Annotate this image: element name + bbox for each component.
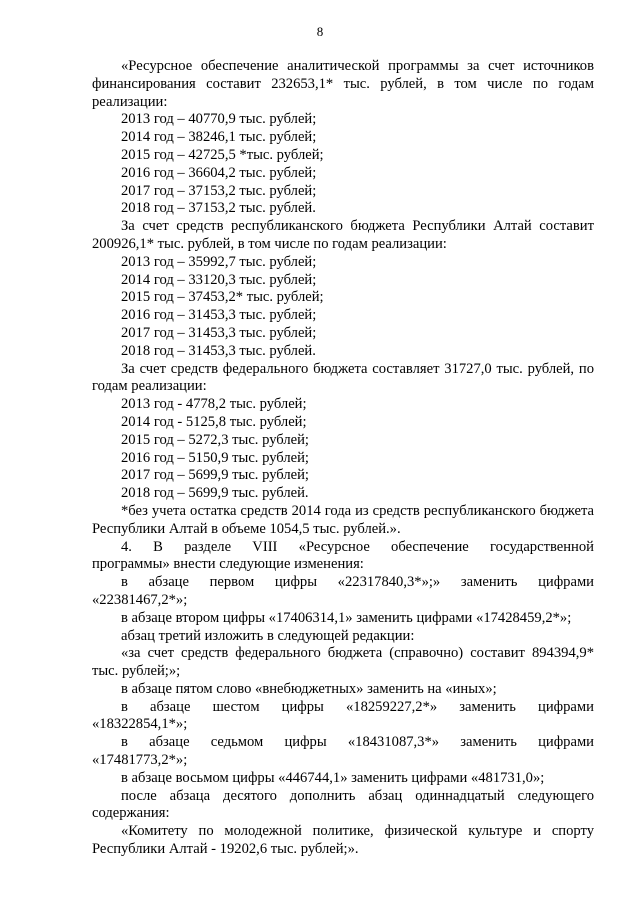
item4-change-4: в абзаце пятом слово «внебюджетных» заменить на «иных»; [121,680,497,697]
item4-word: седьмом [210,734,264,751]
item4-word: 4. [121,538,132,555]
item4-word: цифрами [538,734,594,751]
item4-change-1 [92,574,594,592]
item4-word: цифры [281,698,324,715]
item4-change-1-cont: «22381467,2*»; [92,591,188,608]
block3-year: 2014 год - 5125,8 тыс. рублей; [121,413,307,430]
block2-year: 2016 год – 31453,3 тыс. рублей; [121,307,317,324]
item4-word: абзаце [150,698,191,715]
item4-word: абзаце [148,574,189,591]
block2-year: 2014 год – 33120,3 тыс. рублей; [121,271,317,288]
footnote: *без учета остатка средств 2014 года из средств республиканского бюджета Республики Алтай в объеме 1054,5 тыс. рублей.». [92,502,594,537]
item4-word: обеспечение [391,538,469,555]
block2-year: 2015 год – 37453,2* тыс. рублей; [121,289,324,306]
block3-year: 2015 год – 5272,3 тыс. рублей; [121,431,309,448]
item4-word: в [121,698,128,715]
block3-year: 2016 год – 5150,9 тыс. рублей; [121,449,309,466]
block3-year: 2013 год - 4778,2 тыс. рублей; [121,396,307,413]
item4-word: в [121,574,128,591]
block1-year: 2018 год – 37153,2 тыс. рублей. [121,200,316,217]
item4-change-6 [92,734,594,752]
item4-word: шестом [212,698,260,715]
item4-word: заменить [459,698,516,715]
item4-word: «22317840,3*»;» [337,574,441,591]
item4-word: заменить [460,734,517,751]
block1-year: 2017 год – 37153,2 тыс. рублей; [121,182,317,199]
block1-year: 2015 год – 42725,5 *тыс. рублей; [121,146,324,163]
block1-year: 2016 год – 36604,2 тыс. рублей; [121,164,317,181]
item4-word: VIII [252,538,278,555]
item4-change-2: в абзаце втором цифры «17406314,1» заменить цифрами «17428459,2*»; [121,609,572,626]
item4-word: цифры [284,734,327,751]
block3-year: 2018 год – 5699,9 тыс. рублей. [121,485,309,502]
item4-change-6-cont: «17481773,2*»; [92,752,188,769]
item4-heading [92,539,594,557]
item4-new-paragraph: «Комитету по молодежной политике, физической культуре и спорту Республики Алтай - 19202,6 тыс. рублей;». [92,823,594,858]
item4-change-7: в абзаце восьмом цифры «446744,1» заменить цифрами «481731,0»; [121,769,545,786]
page-number: 8 [316,24,324,39]
block2-year: 2013 год – 35992,7 тыс. рублей; [121,253,317,270]
item4-word: «18259227,2*» [345,698,438,715]
item4-heading-cont: программы» внести следующие изменения: [92,556,364,573]
block2-year: 2017 год – 31453,3 тыс. рублей; [121,324,317,341]
item4-word: заменить [460,574,518,591]
block3-year: 2017 год – 5699,9 тыс. рублей; [121,467,309,484]
item4-word: разделе [184,538,232,555]
item4-word: абзаце [149,734,190,751]
document-body [92,58,594,859]
item4-word: государственной [489,538,594,555]
block1-year: 2013 год – 40770,9 тыс. рублей; [121,111,317,128]
item4-word: в [121,734,128,751]
item4-word: цифрами [538,574,594,591]
item4-word: «Ресурсное [298,538,370,555]
item4-word: В [153,538,163,555]
item4-change-5 [92,699,594,717]
item4-word: цифрами [538,698,594,715]
item4-word: первом [209,574,255,591]
item4-word: «18431087,3*» [347,734,440,751]
block1-year: 2014 год – 38246,1 тыс. рублей; [121,129,317,146]
item4-change-8: после абзаца десятого дополнить абзац одиннадцатый следующего содержания: [92,787,594,822]
item4-change-3: абзац третий изложить в следующей редакции: [121,627,415,644]
block3-intro: За счет средств федерального бюджета составляет 31727,0 тыс. рублей, по годам реализации: [92,360,594,395]
block2-intro: За счет средств республиканского бюджета Республики Алтай составит 200926,1* тыс. рублей, в том числе по годам реализации: [92,218,594,252]
block2-year: 2018 год – 31453,3 тыс. рублей. [121,342,316,359]
item4-change-5-cont: «18322854,1*»; [92,716,188,733]
block1-intro: «Ресурсное обеспечение аналитической программы за счет источников финансирования составит 232653,1* тыс. рублей, в том числе по годам реализации: [92,58,594,110]
item4-word: цифры [274,574,318,591]
item4-new-text: «за счет средств федерального бюджета (справочно) составит 894394,9* тыс. рублей;»; [92,645,594,680]
